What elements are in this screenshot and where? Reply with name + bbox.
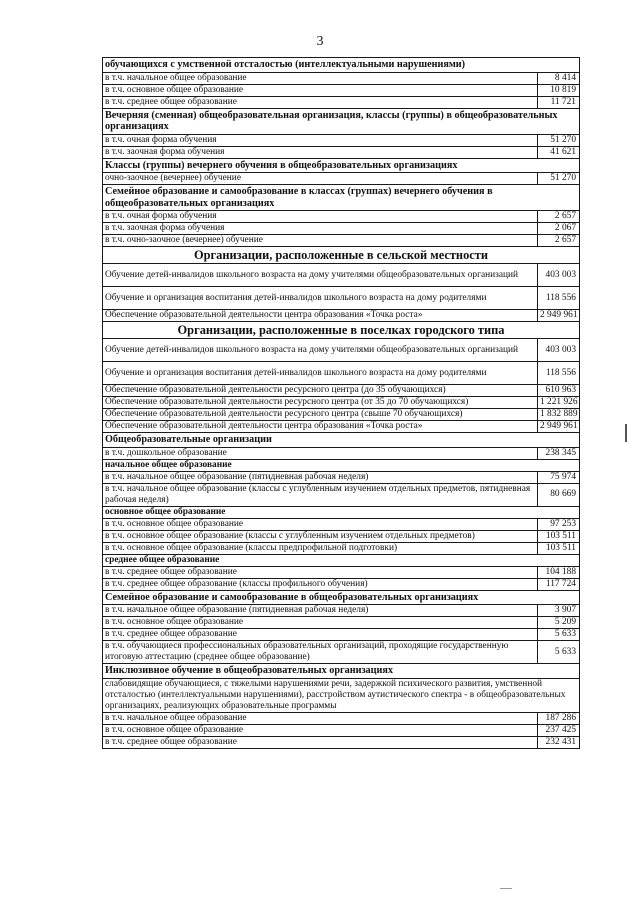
table-row: [103, 483, 580, 506]
table-row: [103, 409, 580, 421]
row-value: 103 511: [538, 542, 580, 554]
row-label: в т.ч. заочная форма обучения: [103, 223, 538, 235]
section-title: Организации, расположенные в поселках городского типа: [103, 322, 580, 339]
table-row: [103, 264, 580, 287]
section-title: Семейное образование и самообразование в общеобразовательных организациях: [103, 590, 580, 605]
table-row: [103, 724, 580, 736]
row-value: 238 345: [538, 447, 580, 459]
row-value: 118 556: [538, 287, 580, 310]
row-label: в т.ч. начальное общее образование (пятидневная рабочая неделя): [103, 471, 538, 483]
table-row: [103, 421, 580, 433]
row-value: 2 949 961: [538, 310, 580, 322]
row-label: в т.ч. основное общее образование: [103, 617, 538, 629]
row-value: 51 270: [538, 173, 580, 185]
section-header-row: [103, 554, 580, 566]
row-label: в т.ч. очная форма обучения: [103, 134, 538, 146]
table-row: [103, 641, 580, 664]
row-label: в т.ч. очная форма обучения: [103, 211, 538, 223]
section-header-row: [103, 664, 580, 679]
table-row: [103, 173, 580, 185]
section-title: Семейное образование и самообразование в классах (группах) вечернего обучения в общеобразовательных организациях: [103, 185, 580, 211]
section-title: основное общее образование: [103, 506, 580, 518]
table-row: [103, 223, 580, 235]
row-value: 187 286: [538, 712, 580, 724]
row-label: в т.ч. основное общее образование: [103, 84, 538, 96]
table-row: [103, 96, 580, 108]
section-header-row: [103, 158, 580, 173]
table-row: [103, 362, 580, 385]
section-header-row: [103, 108, 580, 134]
row-value: 1 221 926: [538, 397, 580, 409]
section-title: Общеобразовательные организации: [103, 433, 580, 448]
row-label: в т.ч. основное общее образование (классы с углубленным изучением отдельных предметов): [103, 530, 538, 542]
section-header-row: [103, 185, 580, 211]
row-value: 8 414: [538, 72, 580, 84]
section-header-row: [103, 247, 580, 264]
row-label: в т.ч. дошкольное образование: [103, 447, 538, 459]
row-label: Обучение и организация воспитания детей-инвалидов школьного возраста на дому родителями: [103, 287, 538, 310]
section-header-row: [103, 590, 580, 605]
row-label: в т.ч. очно-заочное (вечернее) обучение: [103, 235, 538, 247]
section-title: Вечерняя (сменная) общеобразовательная организация, классы (группы) в общеобразовательных организациях: [103, 108, 580, 134]
section-title: Классы (группы) вечернего обучения в общеобразовательных организациях: [103, 158, 580, 173]
section-title: Организации, расположенные в сельской местности: [103, 247, 580, 264]
table-row: [103, 736, 580, 748]
row-label: в т.ч. заочная форма обучения: [103, 146, 538, 158]
row-value: 118 556: [538, 362, 580, 385]
row-value: 11 721: [538, 96, 580, 108]
section-header-row: [103, 58, 580, 73]
tariff-table: [102, 57, 580, 749]
table-row: [103, 629, 580, 641]
table-row: [103, 447, 580, 459]
row-label: Обучение и организация воспитания детей-инвалидов школьного возраста на дому родителями: [103, 362, 538, 385]
row-label: в т.ч. начальное общее образование (классы с углубленным изучением отдельных предметов, пятидневная рабочая неделя): [103, 483, 538, 506]
row-value: 2 067: [538, 223, 580, 235]
table-row: [103, 578, 580, 590]
footer-mark: [500, 888, 512, 889]
table-row: [103, 235, 580, 247]
row-value: 80 669: [538, 483, 580, 506]
row-label: в т.ч. начальное общее образование: [103, 712, 538, 724]
row-label: в т.ч. основное общее образование: [103, 724, 538, 736]
row-value: 5 209: [538, 617, 580, 629]
section-header-row: [103, 459, 580, 471]
row-label: Обеспечение образовательной деятельности ресурсного центра (свыше 70 обучающихся): [103, 409, 538, 421]
row-label: в т.ч. среднее общее образование: [103, 566, 538, 578]
section-header-row: [103, 506, 580, 518]
description-text: слабовидящие обучающиеся, с тяжелыми нарушениями речи, задержкой психического развития, умственной отсталостью (интеллектуальными нарушениями), расстройством аутистического спектра - в общеобразовательных организациях, реализующих образовательные программы: [103, 678, 580, 712]
row-value: 237 425: [538, 724, 580, 736]
section-title: среднее общее образование: [103, 554, 580, 566]
row-value: 5 633: [538, 629, 580, 641]
margin-mark: [625, 424, 627, 442]
table-row: [103, 84, 580, 96]
row-value: 1 832 889: [538, 409, 580, 421]
section-header-row: [103, 433, 580, 448]
row-value: 403 003: [538, 339, 580, 362]
row-label: очно-заочное (вечернее) обучение: [103, 173, 538, 185]
table-row: [103, 385, 580, 397]
row-value: 403 003: [538, 264, 580, 287]
row-value: 232 431: [538, 736, 580, 748]
row-label: Обеспечение образовательной деятельности центра образования «Точка роста»: [103, 310, 538, 322]
row-value: 41 621: [538, 146, 580, 158]
section-title: начальное общее образование: [103, 459, 580, 471]
section-title: Инклюзивное обучение в общеобразовательных организациях: [103, 664, 580, 679]
row-value: 2 949 961: [538, 421, 580, 433]
table-row: [103, 146, 580, 158]
row-value: 117 724: [538, 578, 580, 590]
tariff-table-body: [103, 58, 580, 749]
table-row: [103, 518, 580, 530]
row-label: Обучение детей-инвалидов школьного возраста на дому учителями общеобразовательных организаций: [103, 339, 538, 362]
row-label: в т.ч. основное общее образование (классы предпрофильной подготовки): [103, 542, 538, 554]
tariff-table-container: [102, 57, 580, 749]
table-row: [103, 712, 580, 724]
table-row: [103, 134, 580, 146]
table-row: [103, 617, 580, 629]
row-label: в т.ч. среднее общее образование: [103, 629, 538, 641]
row-label: в т.ч. среднее общее образование: [103, 96, 538, 108]
row-value: 103 511: [538, 530, 580, 542]
row-value: 610 963: [538, 385, 580, 397]
table-row: [103, 310, 580, 322]
table-row: [103, 542, 580, 554]
table-row: [103, 605, 580, 617]
table-row: [103, 211, 580, 223]
row-label: в т.ч. начальное общее образование: [103, 72, 538, 84]
row-value: 97 253: [538, 518, 580, 530]
row-label: Обеспечение образовательной деятельности ресурсного центра (до 35 обучающихся): [103, 385, 538, 397]
row-label: Обеспечение образовательной деятельности центра образования «Точка роста»: [103, 421, 538, 433]
table-row: [103, 397, 580, 409]
section-title: обучающихся с умственной отсталостью (интеллектуальными нарушениями): [103, 58, 580, 73]
row-value: 10 819: [538, 84, 580, 96]
section-header-row: [103, 322, 580, 339]
description-row: [103, 678, 580, 712]
row-value: 75 974: [538, 471, 580, 483]
row-value: 104 188: [538, 566, 580, 578]
page-number: 3: [316, 34, 324, 49]
table-row: [103, 339, 580, 362]
row-label: Обеспечение образовательной деятельности ресурсного центра (от 35 до 70 обучающихся): [103, 397, 538, 409]
row-value: 2 657: [538, 235, 580, 247]
row-label: в т.ч. среднее общее образование (классы профильного обучения): [103, 578, 538, 590]
table-row: [103, 471, 580, 483]
table-row: [103, 530, 580, 542]
table-row: [103, 72, 580, 84]
table-row: [103, 287, 580, 310]
row-value: 2 657: [538, 211, 580, 223]
row-value: 5 633: [538, 641, 580, 664]
row-value: 3 907: [538, 605, 580, 617]
row-value: 51 270: [538, 134, 580, 146]
row-label: в т.ч. основное общее образование: [103, 518, 538, 530]
table-row: [103, 566, 580, 578]
row-label: в т.ч. среднее общее образование: [103, 736, 538, 748]
row-label: Обучение детей-инвалидов школьного возраста на дому учителями общеобразовательных организаций: [103, 264, 538, 287]
row-label: в т.ч. обучающиеся профессиональных образовательных организаций, проходящие государственную итоговую аттестацию (среднее общее образование): [103, 641, 538, 664]
row-label: в т.ч. начальное общее образование (пятидневная рабочая неделя): [103, 605, 538, 617]
